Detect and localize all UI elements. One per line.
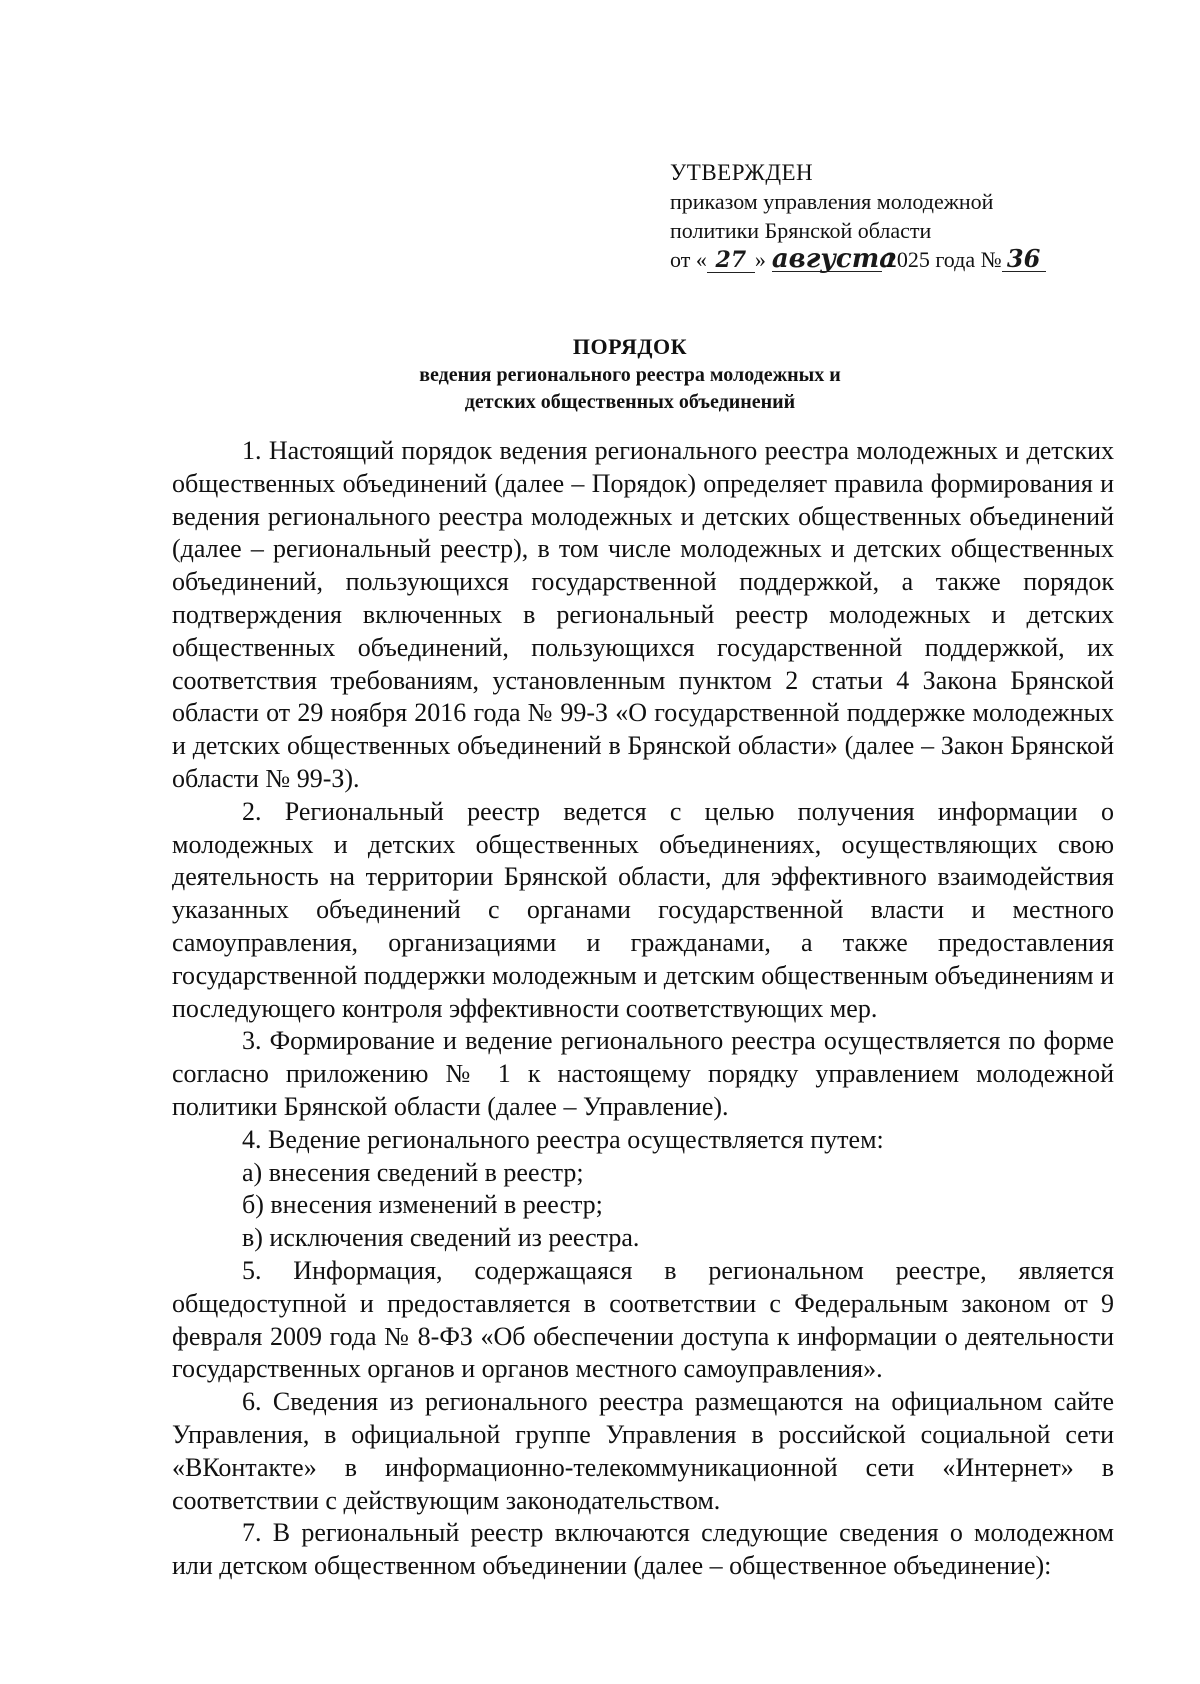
document-title-block <box>170 332 1090 416</box>
paragraph-6: 6. Сведения из регионального реестра размещаются на официальном сайте Управления, в официальной группе Управления в российской социальной сети «ВКонтакте» в информационно-телекоммуникационной сети «Интернет» в соответствии с действующим законодательством. <box>172 1387 1114 1515</box>
document-body <box>172 435 1114 1583</box>
document-subtitle-line-1: ведения регионального реестра молодежных и <box>419 364 841 386</box>
paragraph-7: 7. В региональный реестр включаются следующие сведения о молодежном или детском общественном объединении (далее – общественное объединение): <box>172 1518 1114 1581</box>
paragraph-3: 3. Формирование и ведение регионального реестра осуществляется по форме согласно приложению № 1 к настоящему порядку управлением молодежной политики Брянской области (далее – Управление). <box>172 1026 1114 1121</box>
handwritten-number: 36 <box>1002 247 1046 272</box>
list-item-b: б) внесения изменений в реестр; <box>242 1190 603 1220</box>
approval-block <box>670 158 1090 274</box>
paragraph-1: 1. Настоящий порядок ведения регионального реестра молодежных и детских общественных объединений (далее – Порядок) определяет правила формирования и ведения регионального реестра молодежных и детских общественных объединений (далее – региональный реестр), в том числе молодежных и детских общественных объединений, пользующихся государственной поддержкой, а также порядок подтверждения включенных в региональный реестр молодежных и детских общественных объединений, пользующихся государственной поддержкой, их соответствия требованиям, установленным пунктом 2 статьи 4 Закона Брянской области от 29 ноября 2016 года № 99-З «О государственной поддержке молодежных и детских общественных объединений в Брянской области» (далее – Закон Брянской области № 99-З). <box>172 436 1114 793</box>
document-subtitle-line-2: детских общественных объединений <box>464 391 796 413</box>
list-item-a: а) внесения сведений в реестр; <box>242 1157 584 1187</box>
approval-heading: УТВЕРЖДЕН <box>670 160 814 185</box>
paragraph-2: 2. Региональный реестр ведется с целью получения информации о молодежных и детских общественных объединениях, осуществляющих свою деятельность на территории Брянской области, для эффективного взаимодействия указанных объединений с органами государственной власти и местного самоуправления, организациями и гражданами, а также предоставления государственной поддержки молодежным и детским общественным объединениям и последующего контроля эффективности соответствующих мер. <box>172 796 1115 1023</box>
date-mid: » <box>754 247 766 272</box>
document-title: ПОРЯДОК <box>572 334 688 359</box>
handwritten-month: августа <box>771 244 897 274</box>
handwritten-day: 27 <box>707 248 755 273</box>
approval-line-1: приказом управления молодежной <box>670 189 994 214</box>
approval-date-line <box>670 245 1090 274</box>
paragraph-4: 4. Ведение регионального реестра осуществляется путем: <box>242 1124 884 1154</box>
list-item-c: в) исключения сведений из реестра. <box>242 1223 640 1253</box>
date-prefix: от « <box>670 247 707 272</box>
paragraph-5: 5. Информация, содержащаяся в региональном реестре, является общедоступной и предоставляется в соответствии с Федеральным законом от 9 февраля 2009 года № 8-ФЗ «Об обеспечении доступа к информации о деятельности государственных органов и органов местного самоуправления». <box>172 1255 1114 1384</box>
approval-line-2: политики Брянской области <box>670 218 932 243</box>
date-year-text: 2025 года № <box>885 247 1002 272</box>
